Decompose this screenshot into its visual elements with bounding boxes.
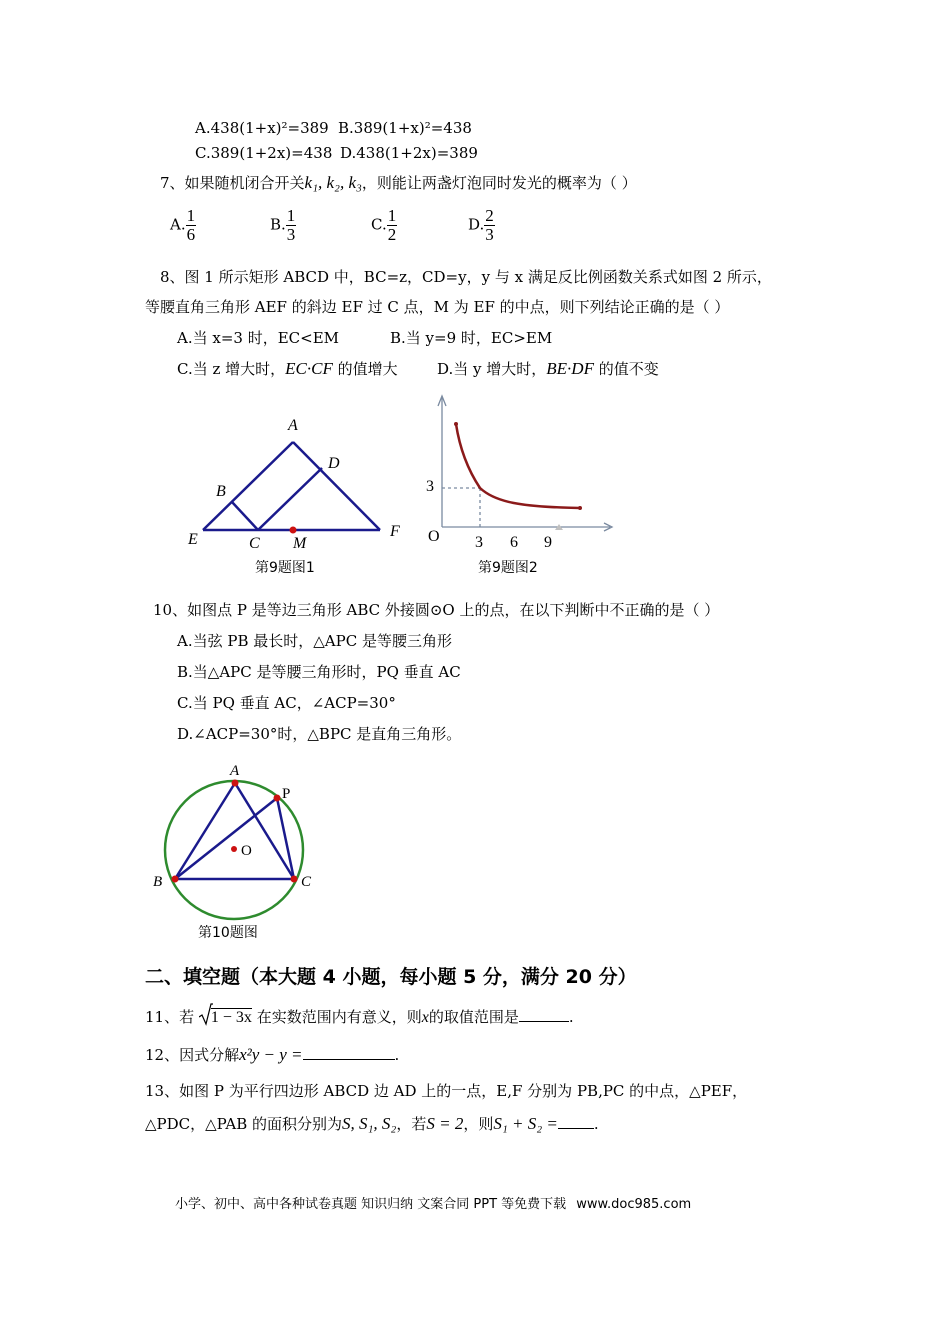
q11-answer-blank[interactable] <box>519 1007 569 1022</box>
q7-option-d: D. $\frac{2}{3}$ <box>468 206 494 244</box>
label-c: C <box>249 535 260 552</box>
q10-option-c: C.当 PQ 垂直 AC，∠ACP=30° <box>177 694 396 712</box>
point-b <box>172 876 179 883</box>
q7-option-b: B. $\frac{1}{3}$ <box>270 206 296 244</box>
q6-option-b: B.389(1+x)²=438 <box>338 119 472 137</box>
q12: 12、因式分解x²y − y = . <box>145 1045 400 1064</box>
curve-end <box>578 506 582 510</box>
label-o: O <box>241 843 252 859</box>
label-p: P <box>282 786 291 802</box>
q12-answer-blank[interactable] <box>303 1045 395 1060</box>
point-m <box>290 527 297 534</box>
point-p <box>274 795 281 802</box>
label-f: F <box>390 523 400 540</box>
q10-option-a: A.当弦 PB 最长时，△APC 是等腰三角形 <box>177 632 452 650</box>
section-title: 二、填空题（本大题 4 小题，每小题 5 分，满分 20 分） <box>145 966 637 988</box>
x-tick-6: 6 <box>510 534 518 551</box>
q8-option-a: A.当 x=3 时，EC<EM <box>177 329 340 347</box>
q7-option-c: C. $\frac{1}{2}$ <box>371 206 397 244</box>
fig10 <box>148 760 328 945</box>
q8-line1: 8、图 1 所示矩形 ABCD 中，BC=z，CD=y，y 与 x 满足反比例函数关系式如图 2 所示， <box>160 268 772 286</box>
fig9-2-caption: 第9题图2 <box>478 560 538 576</box>
fig10-caption: 第10题图 <box>198 925 258 941</box>
fig9-1 <box>180 410 410 580</box>
sqrt-expression: 1 − 3x <box>199 1008 252 1027</box>
x-tick-9: 9 <box>544 534 552 551</box>
footer <box>175 1193 691 1212</box>
q6-option-c: C.389(1+2x)=438 <box>195 144 333 162</box>
q8-option-c: C.当 z 增大时，EC·CF 的值增大 <box>177 359 398 378</box>
footer-link[interactable]: www.doc985.com <box>576 1197 692 1212</box>
q7-option-a: A. $\frac{1}{6}$ <box>170 206 196 244</box>
q10-option-d: D.∠ACP=30°时，△BPC 是直角三角形。 <box>177 725 462 743</box>
label-c: C <box>301 874 312 890</box>
q6-option-d: D.438(1+2x)=389 <box>340 144 478 162</box>
point-c <box>291 876 298 883</box>
q11: 11、若 1 − 3x 在实数范围内有意义，则x的取值范围是 . <box>145 1006 574 1027</box>
q8-option-d: D.当 y 增大时，BE·DF 的值不变 <box>437 359 659 378</box>
origin-label: O <box>428 528 440 545</box>
line-cd <box>258 468 322 530</box>
point-a <box>232 780 239 787</box>
label-b: B <box>216 483 226 500</box>
label-a: A <box>288 417 298 434</box>
label-a: A <box>230 763 240 779</box>
q13-line1: 13、如图 P 为平行四边形 ABCD 边 AD 上的一点，E,F 分别为 PB,PC 的中点，△PEF， <box>145 1082 748 1100</box>
radical-sign <box>199 1003 213 1027</box>
q10-stem: 10、如图点 P 是等边三角形 ABC 外接圆⊙O 上的点，在以下判断中不正确的是（ ） <box>153 601 720 619</box>
label-b: B <box>153 874 163 890</box>
inverse-curve <box>456 424 580 508</box>
label-m: M <box>293 535 307 552</box>
chord-pb <box>175 798 277 879</box>
x-tick-3: 3 <box>475 534 483 551</box>
footer-text: 小学、初中、高中各种试卷真题 知识归纳 文案合同 PPT 等免费下载 <box>175 1197 567 1212</box>
fig9-2 <box>420 390 620 580</box>
q13-answer-blank[interactable] <box>558 1114 594 1129</box>
side-ab <box>175 783 235 879</box>
line-bc <box>232 502 258 530</box>
q6-option-a: A.438(1+x)²=389 <box>195 119 329 137</box>
q8-option-b: B.当 y=9 时，EC>EM <box>390 329 553 347</box>
curve-start <box>454 422 458 426</box>
q13-line2: △PDC，△PAB 的面积分别为S, S₁, S₂，若S = 2，则S₁ + S₂ = . <box>145 1114 599 1133</box>
y-tick-3: 3 <box>426 478 434 495</box>
label-e: E <box>188 531 198 548</box>
fig9-1-caption: 第9题图1 <box>255 560 315 576</box>
point-o <box>231 846 237 852</box>
q10-option-b: B.当△APC 是等腰三角形时，PQ 垂直 AC <box>177 663 461 681</box>
q8-line2: 等腰直角三角形 AEF 的斜边 EF 过 C 点，M 为 EF 的中点，则下列结论正确的是（ ） <box>145 298 730 316</box>
label-d: D <box>328 455 340 472</box>
q7-stem: 7、如果随机闭合开关k₁, k₂, k₃，则能让两盏灯泡同时发光的概率为（ ） <box>160 173 637 192</box>
